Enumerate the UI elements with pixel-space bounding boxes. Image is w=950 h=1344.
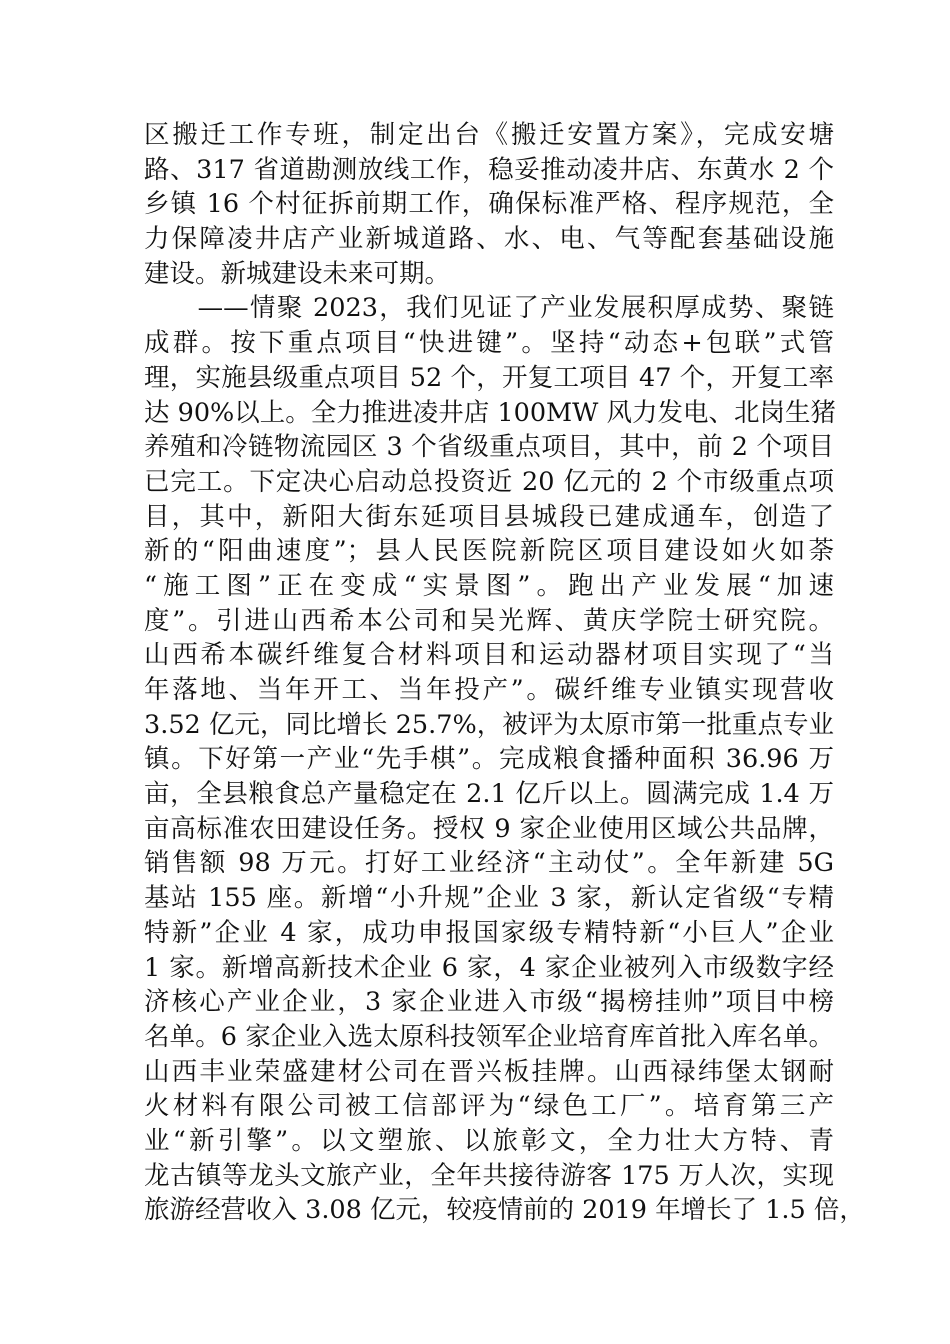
text-line-26: 济核心产业企业，3 家企业进入市级“揭榜挂帅”项目中榜 — [144, 987, 834, 1018]
text-line-25: 1 家。新增高新技术企业 6 家，4 家企业被列入市级数字经 — [144, 952, 834, 983]
text-line-23: 基站 155 座。新增“小升规”企业 3 家，新认定省级“专精 — [144, 883, 834, 914]
text-line-21: 亩高标准农田建设任务。授权 9 家企业使用区域公共品牌， — [144, 813, 834, 844]
text-line-19: 镇。下好第一产业“先手棋”。完成粮食播种面积 36.96 万 — [144, 744, 834, 775]
text-line-18: 3.52 亿元，同比增长 25.7%，被评为太原市第一批重点专业 — [144, 709, 834, 740]
text-line-12: 目，其中，新阳大街东延项目县城段已建成通车，创造了 — [144, 501, 834, 532]
text-line-4: 力保障凌井店产业新城道路、水、电、气等配套基础设施 — [144, 224, 834, 255]
text-line-15: 度”。引进山西希本公司和吴光辉、黄庆学院士研究院。 — [144, 605, 834, 636]
document-body — [144, 118, 865, 1228]
text-line-32: 旅游经营收入 3.08 亿元，较疫情前的 2019 年增长了 1.5 倍， — [144, 1195, 865, 1226]
text-line-30: 业“新引擎”。以文塑旅、以旅彰文，全力壮大方特、青 — [144, 1125, 834, 1156]
text-line-13: 新的“阳曲速度”；县人民医院新院区项目建设如火如荼 — [144, 536, 834, 567]
text-line-22: 销售额 98 万元。打好工业经济“主动仗”。全年新建 5G — [144, 848, 834, 879]
text-line-31: 龙古镇等龙头文旅产业，全年共接待游客 175 万人次，实现 — [144, 1160, 834, 1191]
text-line-14: “施工图”正在变成“实景图”。跑出产业发展“加速 — [144, 570, 834, 601]
text-line-10: 养殖和冷链物流园区 3 个省级重点项目，其中，前 2 个项目 — [144, 432, 834, 463]
text-line-17: 年落地、当年开工、当年投产”。碳纤维专业镇实现营收 — [144, 675, 834, 705]
text-line-9: 达 90%以上。全力推进凌井店 100MW 风力发电、北岗生猪 — [144, 397, 836, 428]
text-line-20: 亩，全县粮食总产量稳定在 2.1 亿斤以上。圆满完成 1.4 万 — [144, 779, 834, 810]
text-line-5: 建设。新城建设未来可期。 — [144, 258, 451, 289]
text-line-3: 乡镇 16 个村征拆前期工作，确保标准严格、程序规范，全 — [144, 189, 834, 220]
text-line-1: 区搬迁工作专班，制定出台《搬迁安置方案》，完成安塘 — [144, 120, 834, 150]
text-line-6: ——情聚 2023，我们见证了产业发展积厚成势、聚链 — [144, 293, 834, 324]
text-line-28: 山西丰业荣盛建材公司在晋兴板挂牌。山西禄纬堡太钢耐 — [144, 1056, 834, 1087]
text-line-29: 火材料有限公司被工信部评为“绿色工厂”。培育第三产 — [144, 1091, 834, 1122]
text-line-2: 路、317 省道勘测放线工作，稳妥推动凌井店、东黄水 2 个 — [144, 154, 834, 185]
text-line-7: 成群。按下重点项目“快进键”。坚持“动态+包联”式管 — [144, 328, 834, 359]
text-line-16: 山西希本碳纤维复合材料项目和运动器材项目实现了“当 — [144, 640, 834, 671]
text-line-24: 特新”企业 4 家，成功申报国家级专精特新“小巨人”企业 — [144, 917, 834, 948]
text-line-11: 已完工。下定决心启动总投资近 20 亿元的 2 个市级重点项 — [144, 466, 834, 497]
text-line-27: 名单。6 家企业入选太原科技领军企业培育库首批入库名单。 — [144, 1021, 834, 1052]
text-line-8: 理，实施县级重点项目 52 个，开复工项目 47 个，开复工率 — [144, 362, 834, 393]
